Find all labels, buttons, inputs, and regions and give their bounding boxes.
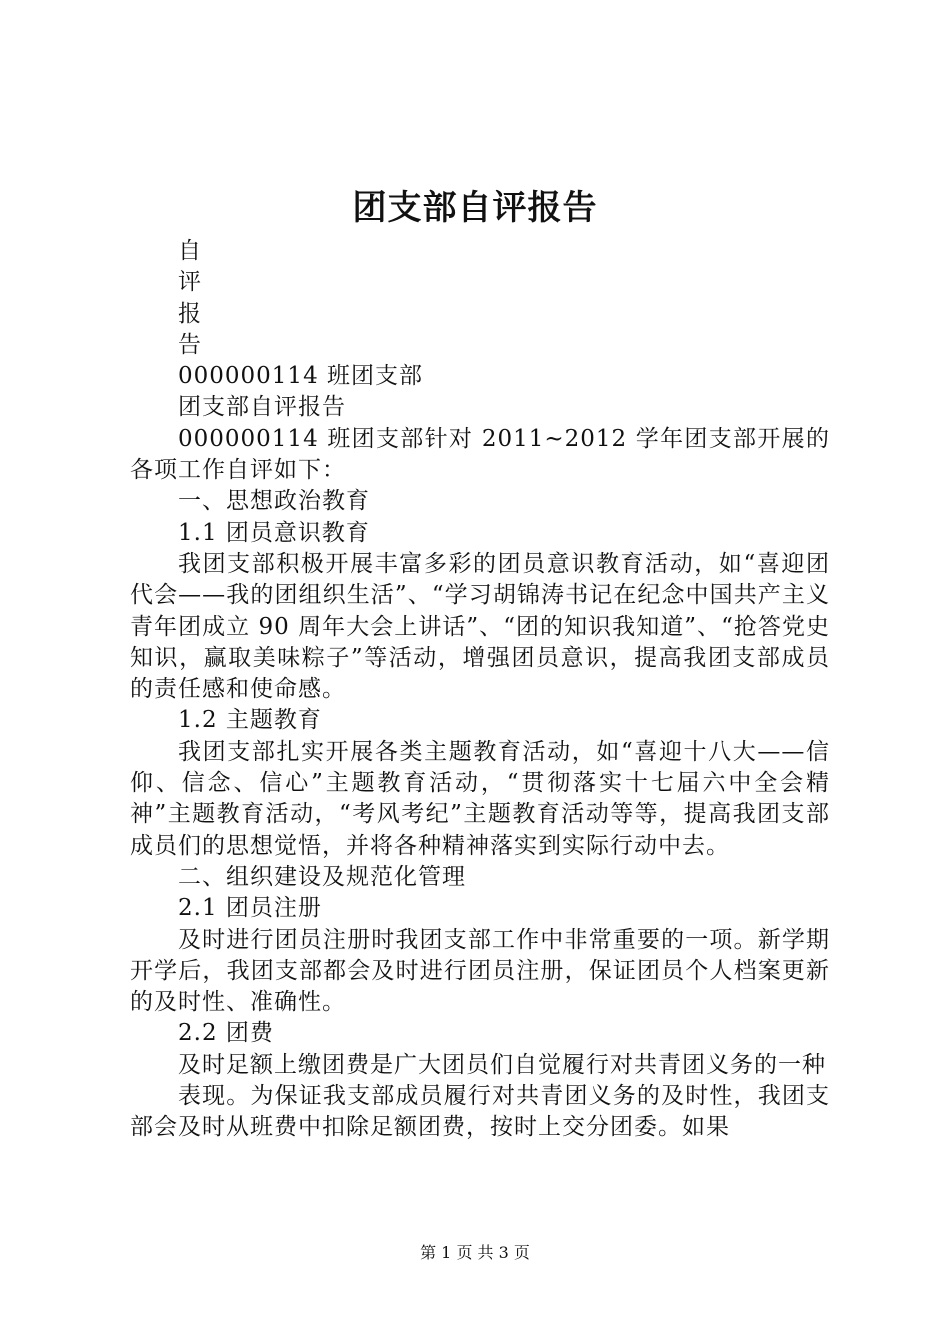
cover-char: 告 xyxy=(178,331,202,358)
document-subtitle: 团支部自评报告 xyxy=(178,394,346,421)
cover-char: 自 xyxy=(178,238,202,264)
section-heading: 一、思想政治教育 xyxy=(178,488,370,515)
paragraph: 我团支部积极开展丰富多彩的团员意识教育活动，如“喜迎团代会——我的团组织生活”、“学习胡锦涛书记在纪念中国共产主义青年团成立 90 周年大会上讲话”、“团的知识我知道”、“抢答党史知识，赢取美味粽子”等活动，增强团员意识，提高我团支部成员的责任感和使命感。 xyxy=(130,550,830,703)
cover-char: 报 xyxy=(178,300,202,327)
paragraph: 及时足额上缴团费是广大团员们自觉履行对共青团义务的一种 xyxy=(178,1051,826,1078)
subsection-heading: 1.1 团员意识教育 xyxy=(178,519,370,546)
paragraph: 表现。为保证我支部成员履行对共青团义务的及时性，我团支部会及时从班费中扣除足额团费，按时上交分团委。如果 xyxy=(130,1083,830,1141)
subsection-heading: 1.2 主题教育 xyxy=(178,707,322,734)
page-number-footer: 第 1 页 共 3 页 xyxy=(420,1243,530,1262)
document-title: 团支部自评报告 xyxy=(352,188,598,228)
paragraph: 我团支部扎实开展各类主题教育活动，如“喜迎十八大——信仰、信念、信心”主题教育活动，“贯彻落实十七届六中全会精神”主题教育活动，“考风考纪”主题教育活动等等，提高我团支部成员们的思想觉悟，并将各种精神落实到实际行动中去。 xyxy=(130,738,830,859)
document-body xyxy=(130,236,830,1144)
subsection-heading: 2.2 团费 xyxy=(178,1020,274,1047)
paragraph: 及时进行团员注册时我团支部工作中非常重要的一项。新学期开学后，我团支部都会及时进行团员注册，保证团员个人档案更新的及时性、准确性。 xyxy=(130,926,830,1016)
intro-paragraph: 000000114 班团支部针对 2011~2012 学年团支部开展的各项工作自评如下： xyxy=(130,425,830,484)
subsection-heading: 2.1 团员注册 xyxy=(178,895,322,922)
cover-char: 评 xyxy=(178,269,202,296)
class-name: 000000114 班团支部 xyxy=(178,363,424,390)
section-heading: 二、组织建设及规范化管理 xyxy=(178,863,466,890)
